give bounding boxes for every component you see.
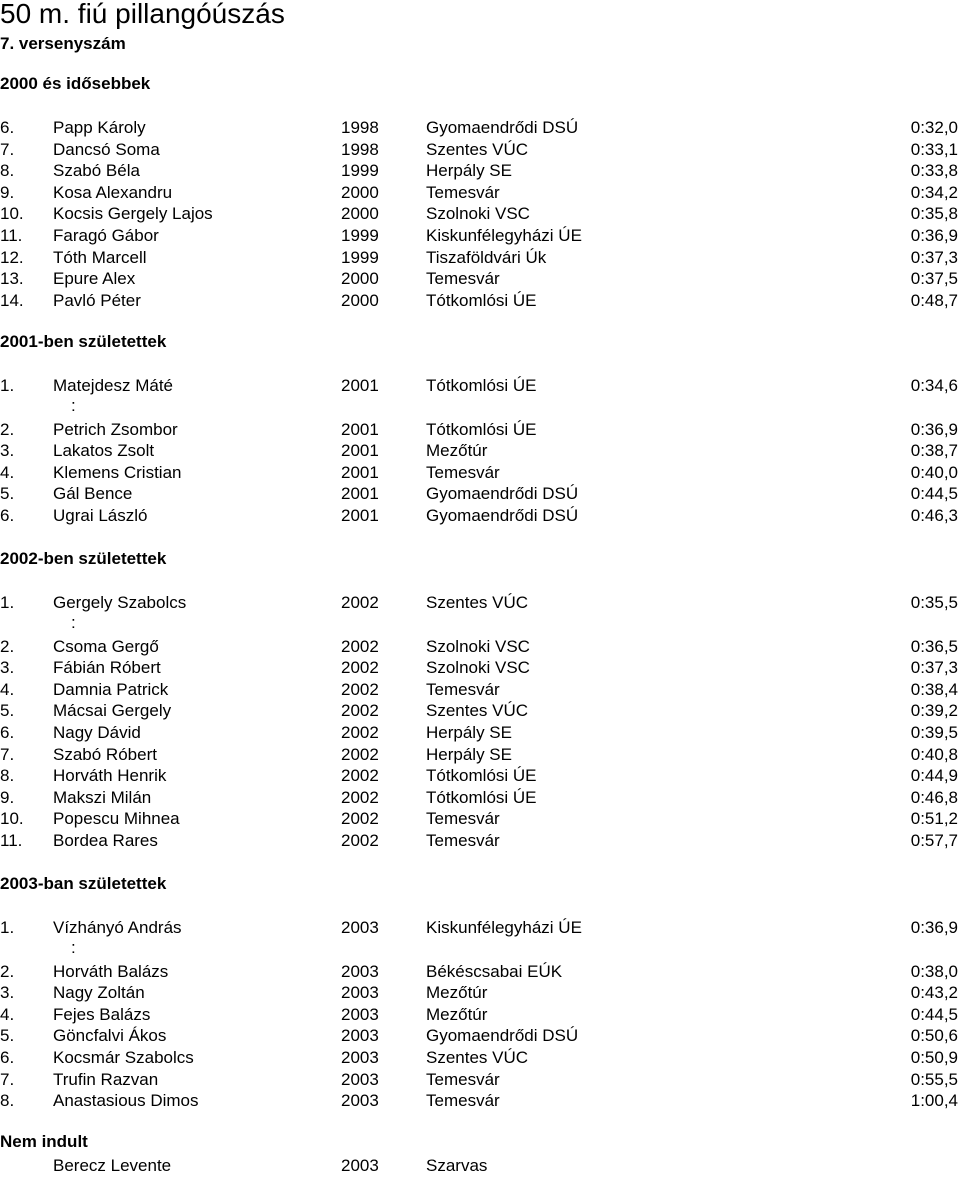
birth-year: 2003 (341, 1156, 379, 1175)
stray-colon: : (71, 938, 76, 957)
swimmer-name: Mácsai Gergely (53, 701, 172, 721)
swimmer-name: Faragó Gábor (53, 226, 159, 245)
race-time: 0:46,8 (910, 787, 958, 807)
rank: 3. (0, 441, 15, 461)
result-row (0, 375, 960, 397)
rank: 3. (0, 983, 15, 1003)
swimmer-name: Fejes Balázs (53, 1004, 151, 1024)
swimmer-name: Popescu Mihnea (53, 809, 180, 829)
swimmer-name: Horváth Balázs (53, 961, 169, 981)
rank: 7. (0, 1069, 15, 1089)
result-row (0, 203, 960, 225)
birth-year: 2001 (341, 376, 379, 395)
race-time: 0:50,9 (910, 1048, 958, 1067)
result-row (0, 483, 960, 505)
result-row (0, 917, 960, 939)
rank: 6. (0, 1048, 15, 1067)
race-time: 0:39,2 (910, 701, 958, 721)
race-time: 0:37,5 (910, 269, 958, 289)
birth-year: 2000 (341, 290, 379, 310)
swimmer-name: Dancsó Soma (53, 139, 160, 159)
rank: 6. (0, 118, 15, 137)
birth-year: 2000 (341, 204, 379, 224)
result-row (0, 225, 960, 247)
rank: 1. (0, 593, 15, 612)
result-row (0, 1090, 960, 1112)
birth-year: 2003 (341, 1091, 379, 1111)
rank: 10. (0, 809, 24, 829)
birth-year: 2002 (341, 701, 379, 721)
club-name: Tótkomlósi ÚE (426, 419, 537, 439)
result-row (0, 592, 960, 614)
result-row (0, 462, 960, 484)
result-row (0, 1025, 960, 1047)
swimmer-name: Lakatos Zsolt (53, 441, 155, 461)
club-name: Temesvár (426, 831, 500, 850)
rank: 4. (0, 1004, 15, 1024)
swimmer-name: Anastasious Dimos (53, 1091, 199, 1111)
club-name: Temesvár (426, 809, 500, 829)
club-name: Mezőtúr (426, 1004, 488, 1024)
rank: 11. (0, 226, 23, 245)
birth-year: 2003 (341, 1004, 379, 1024)
swimmer-name: Szabó Róbert (53, 744, 157, 764)
race-time: 0:38,4 (910, 679, 958, 699)
section-heading: 2002-ben születettek (0, 549, 167, 568)
race-time: 0:34,6 (910, 376, 958, 395)
rank: 13. (0, 269, 24, 289)
club-name: Szentes VÚC (426, 593, 529, 612)
club-name: Herpály SE (426, 744, 512, 764)
birth-year: 2003 (341, 918, 379, 937)
rank: 8. (0, 766, 15, 786)
swimmer-name: Nagy Zoltán (53, 983, 145, 1003)
club-name: Temesvár (426, 462, 500, 482)
swimmer-name: Csoma Gergő (53, 636, 159, 656)
rank: 9. (0, 787, 15, 807)
swimmer-name: Papp Károly (53, 118, 146, 137)
swimmer-name: Klemens Cristian (53, 462, 182, 482)
club-name: Tótkomlósi ÚE (426, 290, 537, 310)
race-time: 0:51,2 (910, 809, 958, 829)
race-time: 0:37,3 (910, 247, 958, 267)
club-name: Kiskunfélegyházi ÚE (426, 918, 582, 937)
club-name: Mezőtúr (426, 983, 488, 1003)
race-time: 0:55,5 (910, 1069, 958, 1089)
birth-year: 2001 (341, 441, 379, 461)
rank: 11. (0, 831, 23, 850)
birth-year: 2003 (341, 1069, 379, 1089)
race-time: 0:33,8 (910, 161, 958, 181)
swimmer-name: Kocsmár Szabolcs (53, 1048, 194, 1067)
swimmer-name: Gál Bence (53, 484, 133, 504)
rank: 5. (0, 1026, 15, 1046)
result-row (0, 722, 960, 744)
race-time: 0:40,0 (910, 462, 958, 482)
section-heading: 2000 és idősebbek (0, 74, 151, 93)
race-time: 0:35,8 (910, 204, 958, 224)
result-row (0, 961, 960, 983)
race-time: 0:50,6 (910, 1026, 958, 1046)
birth-year: 2002 (341, 679, 379, 699)
rank: 10. (0, 204, 24, 224)
birth-year: 2001 (341, 484, 379, 504)
birth-year: 2001 (341, 506, 379, 525)
birth-year: 1998 (341, 118, 379, 137)
result-row (0, 247, 960, 269)
race-time: 0:34,2 (910, 182, 958, 202)
swimmer-name: Horváth Henrik (53, 766, 167, 786)
swimmer-name: Pavló Péter (53, 290, 141, 310)
race-time: 0:38,0 (910, 961, 958, 981)
club-name: Temesvár (426, 182, 500, 202)
rank: 2. (0, 636, 15, 656)
birth-year: 2000 (341, 182, 379, 202)
birth-year: 1998 (341, 139, 379, 159)
club-name: Temesvár (426, 1091, 500, 1111)
race-time: 0:44,9 (910, 766, 958, 786)
swimmer-name: Damnia Patrick (53, 679, 169, 699)
result-row (0, 808, 960, 830)
race-time: 1:00,4 (910, 1091, 958, 1111)
result-row (0, 1069, 960, 1091)
swimmer-name: Petrich Zsombor (53, 419, 178, 439)
race-time: 0:43,2 (910, 983, 958, 1003)
birth-year: 2002 (341, 636, 379, 656)
race-time: 0:46,3 (910, 506, 958, 525)
result-row (0, 744, 960, 766)
result-row (0, 679, 960, 701)
result-row (0, 657, 960, 679)
rank: 5. (0, 484, 15, 504)
club-name: Szolnoki VSC (426, 636, 530, 656)
swimmer-name: Matejdesz Máté (53, 376, 173, 395)
birth-year: 2003 (341, 961, 379, 981)
birth-year: 2002 (341, 658, 379, 678)
rank: 12. (0, 247, 24, 267)
swimmer-name: Tóth Marcell (53, 247, 147, 267)
race-time: 0:32,0 (910, 118, 958, 137)
birth-year: 2002 (341, 831, 379, 850)
page-title: 50 m. fiú pillangóúszás (0, 0, 285, 29)
rank: 5. (0, 701, 15, 721)
race-time: 0:48,7 (910, 290, 958, 310)
result-row (0, 765, 960, 787)
rank: 4. (0, 679, 15, 699)
birth-year: 2001 (341, 462, 379, 482)
rank: 4. (0, 462, 15, 482)
club-name: Szolnoki VSC (426, 658, 530, 678)
birth-year: 2002 (341, 766, 379, 786)
club-name: Gyomaendrődi DSÚ (426, 1026, 579, 1046)
event-number: 7. versenyszám (0, 34, 126, 53)
result-row (0, 505, 960, 527)
swimmer-name: Szabó Béla (53, 161, 140, 181)
result-row (0, 636, 960, 658)
rank: 6. (0, 506, 15, 525)
section-heading: 2001-ben születettek (0, 332, 167, 351)
result-row (0, 787, 960, 809)
result-row (0, 982, 960, 1004)
rank: 7. (0, 139, 15, 159)
result-row (0, 290, 960, 312)
birth-year: 2003 (341, 1026, 379, 1046)
birth-year: 2002 (341, 744, 379, 764)
result-row (0, 1155, 960, 1177)
rank: 3. (0, 658, 15, 678)
swimmer-name: Nagy Dávid (53, 723, 141, 742)
result-row (0, 1047, 960, 1069)
club-name: Békéscsabai EÚK (426, 961, 563, 981)
birth-year: 1999 (341, 247, 379, 267)
club-name: Tótkomlósi ÚE (426, 376, 537, 395)
rank: 9. (0, 182, 15, 202)
rank: 8. (0, 161, 15, 181)
birth-year: 1999 (341, 161, 379, 181)
race-time: 0:38,7 (910, 441, 958, 461)
birth-year: 2003 (341, 1048, 379, 1067)
swimmer-name: Berecz Levente (53, 1156, 172, 1175)
race-time: 0:36,9 (910, 918, 958, 937)
rank: 1. (0, 918, 15, 937)
result-row (0, 419, 960, 441)
result-row (0, 139, 960, 161)
rank: 2. (0, 961, 15, 981)
club-name: Temesvár (426, 269, 500, 289)
swimmer-name: Göncfalvi Ákos (53, 1026, 167, 1046)
club-name: Mezőtúr (426, 441, 488, 461)
birth-year: 2002 (341, 593, 379, 612)
club-name: Temesvár (426, 1069, 500, 1089)
club-name: Gyomaendrődi DSÚ (426, 484, 579, 504)
swimmer-name: Ugrai László (53, 506, 148, 525)
race-time: 0:57,7 (910, 831, 958, 850)
birth-year: 2002 (341, 809, 379, 829)
swimmer-name: Makszi Milán (53, 787, 152, 807)
rank: 2. (0, 419, 15, 439)
club-name: Szentes VÚC (426, 1048, 529, 1067)
club-name: Tótkomlósi ÚE (426, 787, 537, 807)
club-name: Szolnoki VSC (426, 204, 530, 224)
club-name: Kiskunfélegyházi ÚE (426, 226, 582, 245)
swimmer-name: Gergely Szabolcs (53, 593, 187, 612)
rank: 1. (0, 376, 15, 395)
club-name: Temesvár (426, 679, 500, 699)
section-heading: 2003-ban születettek (0, 874, 167, 893)
result-row (0, 1004, 960, 1026)
race-time: 0:36,9 (910, 419, 958, 439)
race-time: 0:37,3 (910, 658, 958, 678)
result-row (0, 117, 960, 139)
swimmer-name: Epure Alex (53, 269, 136, 289)
race-time: 0:36,9 (910, 226, 958, 245)
stray-colon: : (71, 396, 76, 415)
stray-colon: : (71, 613, 76, 632)
club-name: Herpály SE (426, 723, 512, 742)
club-name: Herpály SE (426, 161, 512, 181)
race-time: 0:39,5 (910, 723, 958, 742)
club-name: Gyomaendrődi DSÚ (426, 506, 579, 525)
race-time: 0:35,5 (910, 593, 958, 612)
birth-year: 2002 (341, 787, 379, 807)
club-name: Szentes VÚC (426, 701, 529, 721)
rank: 14. (0, 290, 24, 310)
swimmer-name: Bordea Rares (53, 831, 158, 850)
rank: 7. (0, 744, 15, 764)
race-time: 0:36,5 (910, 636, 958, 656)
swimmer-name: Kocsis Gergely Lajos (53, 204, 213, 224)
result-row (0, 830, 960, 852)
rank: 6. (0, 723, 15, 742)
birth-year: 2001 (341, 419, 379, 439)
swimmer-name: Trufin Razvan (53, 1069, 159, 1089)
birth-year: 1999 (341, 226, 379, 245)
birth-year: 2003 (341, 983, 379, 1003)
swimmer-name: Vízhányó András (53, 918, 182, 937)
club-name: Tiszaföldvári Úk (426, 247, 547, 267)
swimmer-name: Kosa Alexandru (53, 182, 173, 202)
club-name: Gyomaendrődi DSÚ (426, 118, 579, 137)
race-time: 0:44,5 (910, 484, 958, 504)
race-time: 0:40,8 (910, 744, 958, 764)
result-row (0, 160, 960, 182)
race-time: 0:33,1 (910, 139, 958, 159)
club-name: Szentes VÚC (426, 139, 529, 159)
club-name: Szarvas (426, 1156, 488, 1175)
birth-year: 2000 (341, 269, 379, 289)
result-row (0, 440, 960, 462)
birth-year: 2002 (341, 723, 379, 742)
result-row (0, 700, 960, 722)
result-row (0, 268, 960, 290)
race-time: 0:44,5 (910, 1004, 958, 1024)
swimmer-name: Fábián Róbert (53, 658, 161, 678)
club-name: Tótkomlósi ÚE (426, 766, 537, 786)
result-row (0, 182, 960, 204)
section-heading: Nem indult (0, 1132, 88, 1151)
rank: 8. (0, 1091, 15, 1111)
